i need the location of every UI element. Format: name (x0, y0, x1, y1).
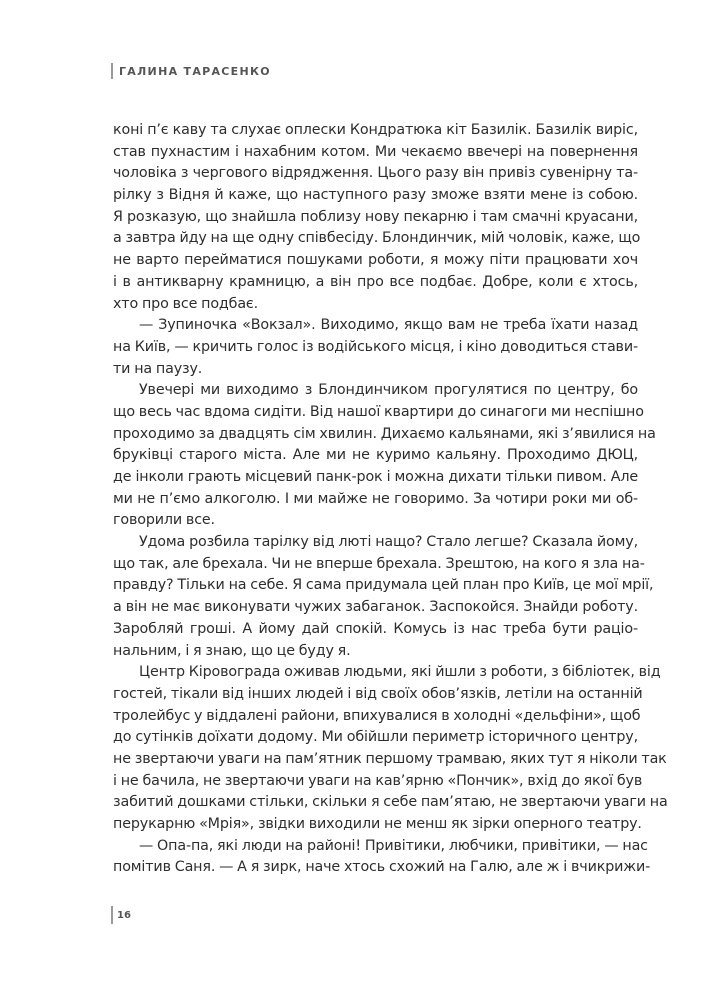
running-head (111, 63, 271, 79)
text-line: рілку з Відня й каже, що наступного разу зможе взяти мене із собою. (113, 187, 638, 204)
text-line: став пухнастим і нахабним котом. Ми чекаємо ввечері на повернення (113, 143, 638, 160)
text-line: що весь час вдома сидіти. Від нашої квартири до синагоги ми неспішно (113, 403, 644, 420)
text-line: Заробляй гроші. А йому дай спокій. Комусь із нас треба бути раціо- (113, 620, 638, 637)
text-line: хто про все подбає. (113, 295, 259, 312)
text-line: а завтра йду на ще одну співбесіду. Блондинчик, мій чоловік, каже, що (113, 230, 641, 247)
text-line: Я розказую, що знайшла поблизу нову пекарню і там смачні круасани, (113, 208, 638, 225)
text-line: правду? Тільки на себе. Я сама придумала цей план про Київ, це мої мрії, (113, 577, 654, 594)
text-line: Центр Кіровограда оживав людьми, які йшли з роботи, з бібліотек, від (139, 664, 661, 681)
text-line: перукарню «Мрія», звідки виходили не менш як зірки оперного театру. (113, 816, 642, 832)
author-name: ГАЛИНА ТАРАСЕНКО (119, 64, 271, 78)
text-line: і не бачила, не звертаючи уваги на кав’ярню «Пончик», вхід до якої був (113, 772, 643, 789)
page-body-text (113, 120, 668, 879)
text-line: гостей, тікали від інших людей і від своїх обов’язків, летіли на останній (113, 685, 643, 702)
text-line: коні п’є каву та слухає оплески Кондратюка кіт Базилік. Базилік виріс, (113, 122, 638, 138)
text-line: на Київ, — кричить голос із водійського місця, і кіно доводиться стави- (113, 338, 638, 355)
text-line: — Зупиночка «Вокзал». Виходимо, якщо вам не треба їхати назад (139, 317, 638, 334)
folio-rule (111, 906, 113, 924)
text-line: забитий дошками стільки, скільки я себе пам’ятаю, не звертаючи уваги на (113, 794, 668, 811)
text-line: бруківці старого міста. Але ми не куримо кальяну. Проходимо ДЮЦ, (113, 447, 638, 464)
text-line: а він не має виконувати чужих забаганок. Заспокойся. Знайди роботу. (113, 599, 638, 616)
text-line: нальним, і я знаю, що це буду я. (113, 642, 351, 659)
text-line: що так, але брехала. Чи не вперше брехала. Зрештою, на кого я зла на- (113, 555, 645, 572)
page-folio (111, 906, 131, 924)
text-line: Увечері ми виходимо з Блондинчиком прогулятися по центру, бо (139, 382, 638, 399)
text-line: і в антикварну крамницю, а він про все подбає. Добре, коли є хтось, (113, 273, 638, 290)
text-line: де інколи грають місцевий панк-рок і можна дихати тільки пивом. Але (113, 469, 638, 485)
running-head-rule (111, 63, 113, 79)
text-line: проходимо за двадцять сім хвилин. Дихаємо кальянами, які з’явилися на (113, 425, 656, 442)
text-line: — Опа-па, які люди на районі! Привітики, любчики, привітики, — нас (139, 837, 648, 854)
text-line: чоловіка з чергового відрядження. Цього разу він привіз сувенірну та- (113, 165, 638, 182)
text-line: ми не п’ємо алкоголю. І ми майже не говоримо. За чотири роки ми об- (113, 490, 638, 507)
text-line: не звертаючи уваги на пам’ятник першому трамваю, яких тут я ніколи так (113, 750, 667, 767)
text-line: помітив Саня. — А я зирк, наче хтось схожий на Галю, але ж і вчикрижи- (113, 859, 651, 876)
page-number: 16 (117, 909, 131, 921)
text-line: ти на паузу. (113, 360, 203, 377)
text-line: не варто перейматися пошуками роботи, я можу піти працювати хоч (113, 252, 638, 269)
text-line: говорили все. (113, 512, 215, 529)
text-line: Удома розбила тарілку від люті нащо? Стало легше? Сказала йому, (139, 534, 638, 551)
text-line: до сутінків доїхати додому. Ми обійшли периметр історичного центру, (113, 729, 638, 746)
text-line: тролейбус у віддалені райони, впихувалися в холодні «дельфіни», щоб (113, 707, 641, 724)
